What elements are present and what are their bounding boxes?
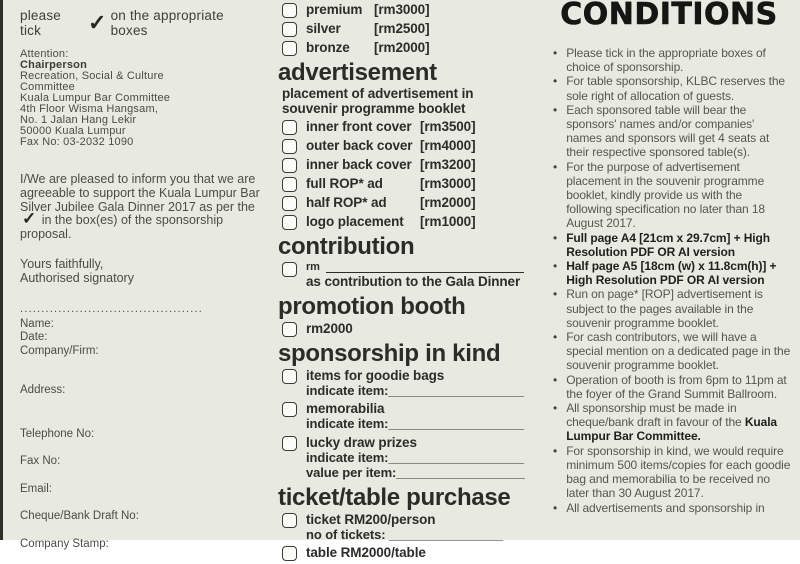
option-row-main: [306, 195, 528, 210]
condition-text: [566, 287, 791, 330]
middle-column: [280, 2, 528, 564]
amount-blank-line[interactable]: [326, 261, 524, 273]
option-row: [280, 119, 528, 135]
option-row: [280, 176, 528, 192]
option-label: table RM2000/table: [306, 545, 426, 560]
bullet-marker: •: [553, 443, 558, 458]
option-row-main: [306, 401, 528, 416]
checkbox-tiers-2[interactable]: [282, 41, 297, 56]
address-line: Recreation, Social & Culture: [20, 70, 164, 82]
condition-text-segment: For sponsorship in kind, we would require minimum 500 items/copies for each goodie bag and memorabilia to be received no later than 30 August 2017.: [566, 443, 791, 501]
form-fields: [20, 318, 260, 552]
condition-item: [553, 373, 791, 401]
section-heading-promotion-booth: promotion booth: [278, 292, 466, 320]
option-row: [280, 157, 528, 173]
closing-line: Authorised signatory: [20, 270, 134, 285]
bullet-marker: •: [553, 74, 558, 89]
option-row: [280, 214, 528, 230]
option-row-main: [306, 119, 528, 134]
section-tiers: [280, 2, 528, 56]
checkbox-sponsorship-in-kind-0[interactable]: [282, 369, 297, 384]
bullet-marker: •: [553, 259, 558, 274]
option-label: silver: [306, 21, 341, 36]
option-row-body: [306, 138, 528, 153]
option-row: [280, 401, 528, 432]
page-left-edge: [0, 0, 3, 540]
condition-text-segment: Half page A5 [18cm (w) x 11.8cm(h)] + High Resolution PDF OR AI version: [566, 259, 777, 288]
section-heading-advertisement: advertisement: [278, 59, 437, 86]
checkbox-sponsorship-in-kind-1[interactable]: [282, 402, 297, 417]
checkbox-advertisement-3[interactable]: [282, 177, 297, 192]
checkbox-advertisement-1[interactable]: [282, 139, 297, 154]
checkmark-icon: ✓: [22, 209, 37, 229]
option-row: [280, 368, 528, 399]
address-line: Committee: [20, 81, 75, 93]
checkbox-advertisement-0[interactable]: [282, 120, 297, 135]
option-row-body: [306, 261, 528, 290]
option-label: outer back cover: [306, 138, 413, 153]
checkbox-advertisement-4[interactable]: [282, 196, 297, 211]
option-label: inner front cover: [306, 119, 412, 134]
section-sponsorship-in-kind: [278, 339, 528, 481]
tick-instruction-before: please tick: [20, 8, 61, 38]
section-promotion-booth: [278, 292, 528, 337]
attention-name: Chairperson: [20, 59, 87, 71]
condition-text: [566, 46, 791, 74]
option-price: [rm4000]: [420, 138, 476, 153]
condition-text-segment: For cash contributors, we will have a special mention on a dedicated page in the souvenir programme booklet.: [566, 330, 791, 373]
condition-text: [566, 401, 791, 444]
field-label-company-firm[interactable]: Company/Firm:: [20, 344, 99, 357]
section-heading-sponsorship-in-kind: sponsorship in kind: [278, 339, 501, 367]
condition-text-segment: For table sponsorship, KLBC reserves the sole right of allocation of guests.: [566, 74, 785, 103]
option-fill-line[interactable]: indicate item:___________________: [306, 449, 524, 465]
conditions-title: CONDITIONS: [560, 0, 778, 32]
option-row: [280, 261, 528, 290]
option-row-body: [306, 512, 528, 543]
option-row: [280, 195, 528, 211]
option-row: [280, 40, 528, 56]
option-row-body: [306, 2, 528, 17]
option-row: [280, 21, 528, 37]
checkmark-icon: ✓: [87, 10, 107, 35]
option-price: [rm1000]: [420, 214, 476, 229]
option-label: full ROP* ad: [306, 176, 383, 191]
option-row-main: [306, 21, 528, 36]
condition-text: [566, 373, 791, 401]
option-fill-line[interactable]: no of tickets: ________________: [306, 526, 504, 542]
option-row-body: [306, 321, 528, 336]
condition-text-segment: Operation of booth is from 6pm to 11pm at the foyer of the Grand Summit Ballroom.: [566, 372, 787, 401]
condition-item: [553, 259, 791, 287]
option-row-body: [306, 195, 528, 210]
bullet-marker: •: [553, 102, 558, 117]
option-row-main: [306, 545, 528, 560]
bullet-marker: •: [553, 401, 558, 416]
option-label: lucky draw prizes: [306, 434, 417, 450]
address-line: No. 1 Jalan Hang Lekir: [20, 114, 137, 126]
bullet-marker: •: [553, 159, 558, 174]
conditions-column: [543, 0, 795, 515]
option-label: items for goodie bags: [306, 367, 445, 383]
conditions-bullet-list: [543, 46, 795, 515]
option-row-body: [306, 214, 528, 229]
option-price: [rm3000]: [420, 176, 476, 191]
section-advertisement: [280, 61, 528, 230]
option-row-body: [306, 368, 528, 399]
subtitle-line: souvenir programme booklet: [282, 100, 466, 116]
option-row: [280, 321, 528, 337]
checkbox-promotion-booth-0[interactable]: [282, 322, 297, 337]
condition-text-segment: Run on page* [ROP] advertisement is subject to the pages available in the souvenir programme booklet.: [566, 287, 763, 330]
condition-item: [553, 401, 791, 444]
option-row-main: [306, 435, 528, 450]
option-label: rm: [306, 261, 320, 273]
option-fill-line[interactable]: indicate item:___________________: [306, 416, 524, 431]
left-column: [20, 8, 260, 551]
condition-item: [553, 160, 791, 231]
attention-block: [20, 49, 260, 148]
checkbox-sponsorship-in-kind-2[interactable]: [282, 436, 297, 451]
option-row: [280, 2, 528, 18]
option-row-main: [306, 2, 528, 17]
option-fill-line[interactable]: indicate item:___________________: [306, 382, 524, 398]
condition-text: [566, 231, 791, 259]
option-row: [280, 512, 528, 543]
field-label-company-stamp[interactable]: Company Stamp:: [20, 537, 109, 550]
option-price: [rm3500]: [420, 119, 476, 134]
checkbox-ticket-table-1[interactable]: [282, 546, 297, 561]
condition-text: [566, 259, 791, 287]
bullet-marker: •: [553, 372, 558, 387]
option-row-body: [306, 435, 528, 481]
condition-item: [553, 74, 791, 102]
address-line: Kuala Lumpur Bar Committee: [20, 92, 171, 104]
condition-item: [553, 46, 791, 74]
tick-instruction: [20, 8, 260, 38]
option-row-main: [306, 40, 528, 55]
checkbox-contribution-0[interactable]: [282, 262, 297, 277]
option-row-main: [306, 214, 528, 229]
condition-item: [553, 330, 791, 373]
subtitle-line: placement of advertisement in: [282, 86, 474, 101]
option-label: ticket RM200/person: [306, 511, 436, 527]
option-label: inner back cover: [306, 157, 412, 172]
section-heading-ticket-table: ticket/table purchase: [278, 483, 511, 511]
bullet-marker: •: [553, 287, 558, 302]
option-label: rm2000: [306, 320, 353, 336]
option-label: bronze: [306, 40, 350, 55]
option-row-body: [306, 119, 528, 134]
option-row-main: [306, 512, 528, 527]
option-row-body: [306, 157, 528, 172]
checkbox-tiers-0[interactable]: [282, 3, 297, 18]
option-price: [rm3200]: [420, 157, 476, 172]
condition-item: [553, 103, 791, 160]
condition-text: [566, 501, 791, 515]
attention-label: Attention:: [20, 48, 69, 60]
statement-before: I/We are pleased to inform you that we are agreeable to support the Kuala Lumpur Bar Silver Jubilee Gala Dinner 2017 as per the: [20, 172, 260, 214]
option-price: [rm2000]: [374, 40, 430, 55]
condition-text-segment: Please tick in the appropriate boxes of choice of sponsorship.: [566, 46, 766, 75]
option-row-body: [306, 21, 528, 36]
option-row-main: [306, 321, 528, 336]
bullet-marker: •: [553, 230, 558, 245]
option-row-main: [306, 157, 528, 172]
option-fill-line[interactable]: as contribution to the Gala Dinner: [306, 274, 521, 289]
condition-item: [553, 501, 791, 515]
condition-text-segment: Each sponsored table will bear the sponsors' names and/or companies' names and sponsors will get 4 seats at their respective sponsored table(s).: [566, 102, 770, 160]
option-row: [280, 138, 528, 154]
signature-line[interactable]: ...........................................: [20, 302, 204, 315]
option-row-main: [306, 261, 528, 274]
address-line: 50000 Kuala Lumpur: [20, 125, 126, 137]
option-row: [280, 545, 528, 561]
condition-item: [553, 231, 791, 259]
condition-item: [553, 287, 791, 330]
option-row-body: [306, 176, 528, 191]
checkbox-tiers-1[interactable]: [282, 22, 297, 37]
condition-text-segment: Kuala Lumpur Bar Committee.: [566, 415, 778, 444]
option-row: [280, 435, 528, 481]
condition-text: [566, 330, 791, 373]
condition-text-segment: All sponsorship must be made in cheque/bank draft in favour of the: [566, 401, 745, 430]
option-label: half ROP* ad: [306, 195, 387, 210]
option-price: [rm2000]: [420, 195, 476, 210]
address-line: Fax No: 03-2032 1090: [20, 136, 134, 148]
bullet-marker: •: [553, 46, 558, 60]
checkbox-advertisement-5[interactable]: [282, 215, 297, 230]
condition-text-segment: For the purpose of advertisement placement in the souvenir programme booklet, kindly provide us with the following specification no later than 18 August 2017.: [566, 159, 765, 231]
section-subtitle: [282, 87, 528, 116]
condition-text: [566, 160, 791, 231]
option-row-body: [306, 40, 528, 55]
condition-text: [566, 444, 791, 501]
address-line: 4th Floor Wisma Hangsam,: [20, 103, 159, 115]
section-ticket-table: [278, 483, 528, 562]
condition-item: [553, 444, 791, 501]
option-label: premium: [306, 2, 363, 17]
statement-paragraph: [20, 173, 260, 242]
option-label: logo placement: [306, 214, 404, 229]
option-row-body: [306, 545, 528, 560]
condition-text-segment: All advertisements and sponsorship in: [566, 500, 765, 515]
condition-text-segment: Full page A4 [21cm x 29.7cm] + High Resolution PDF OR AI version: [566, 230, 770, 259]
checkbox-ticket-table-0[interactable]: [282, 513, 297, 528]
statement-after: in the box(es) of the sponsorship proposal.: [20, 213, 224, 242]
option-row-main: [306, 176, 528, 191]
checkbox-advertisement-2[interactable]: [282, 158, 297, 173]
tick-instruction-after: on the appropriate boxes: [110, 8, 224, 38]
condition-text: [566, 103, 791, 160]
section-heading-contribution: contribution: [278, 233, 415, 260]
option-label: memorabilia: [306, 401, 385, 416]
option-price: [rm3000]: [374, 2, 430, 17]
field-label-telephone-no[interactable]: Telephone No:: [20, 427, 95, 440]
bullet-marker: •: [553, 500, 558, 515]
option-fill-line[interactable]: value per item:__________________: [306, 465, 525, 480]
field-label-date[interactable]: Date:: [20, 331, 48, 344]
bullet-marker: •: [553, 330, 558, 345]
option-row-main: [306, 138, 528, 153]
closing-block: [20, 257, 260, 285]
field-label-address[interactable]: Address:: [20, 384, 66, 397]
option-row-body: [306, 401, 528, 432]
option-row-main: [306, 368, 528, 383]
condition-text: [566, 74, 791, 102]
field-label-name[interactable]: Name:: [20, 317, 54, 330]
closing-line: Yours faithfully,: [20, 256, 104, 271]
section-contribution: [280, 235, 528, 290]
option-price: [rm2500]: [374, 21, 430, 36]
field-label-email[interactable]: Email:: [20, 482, 52, 495]
field-label-fax-no[interactable]: Fax No:: [20, 455, 61, 468]
field-label-cheque-bank-draft-no[interactable]: Cheque/Bank Draft No:: [20, 510, 139, 523]
address-lines: [20, 71, 260, 148]
